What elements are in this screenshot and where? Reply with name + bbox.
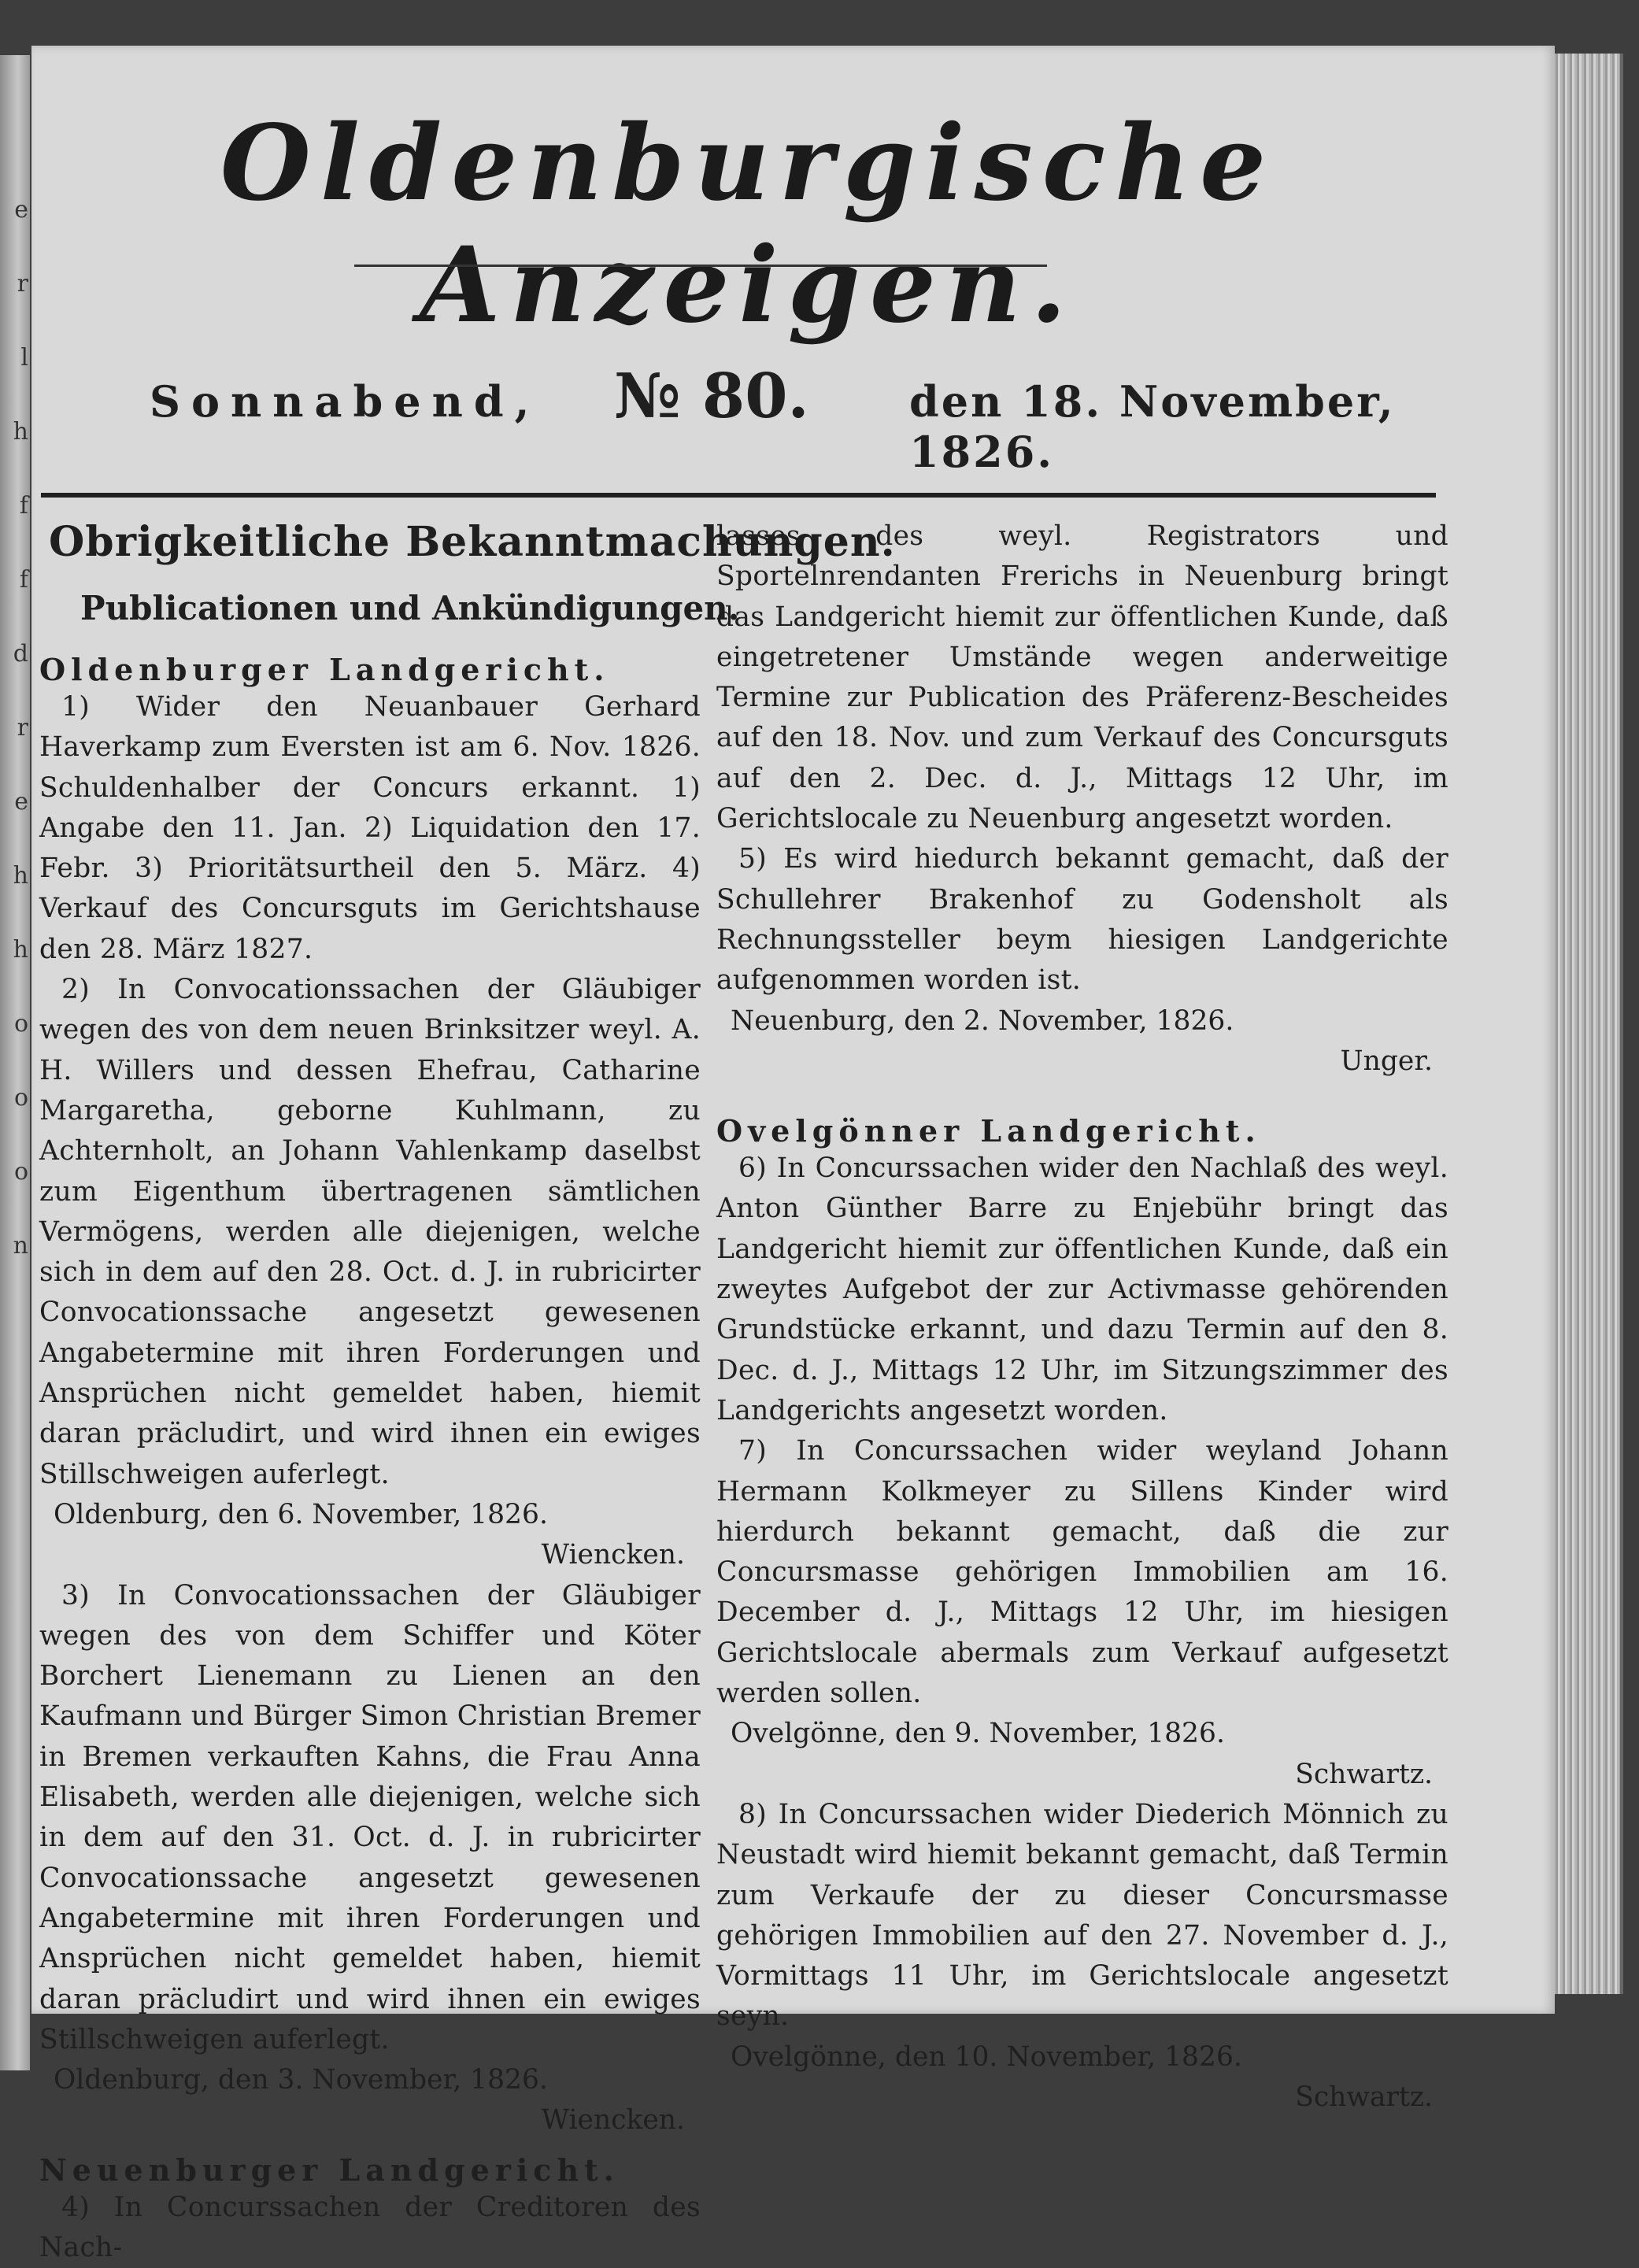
notice-2: 2) In Convocationssachen der Gläubiger wegen des von dem neuen Brinksitzer weyl. A. H. Willers und dessen Ehefrau, Catharine Margaretha, geborne Kuhlmann, zu Achternholt, an Johann Vahlenkamp daselbst zum Eigenthum übertragenen sämtlichen Vermögens, werden alle diejenigen, welche sich in dem auf den 28. Oct. d. J. in rubricirter Convocationssache angesetzt gewesenen Angabetermine mit ihren Forderungen und Ansprüchen nicht gemeldet haben, hiemit daran präcludirt, und wird ihnen ein ewiges Stillschweigen auferlegt. bbox=[39, 974, 701, 1490]
left-margin-letter: f bbox=[19, 566, 28, 594]
left-margin-letter: e bbox=[14, 788, 28, 816]
left-column bbox=[39, 652, 701, 2268]
left-margin-letter: r bbox=[17, 270, 28, 298]
left-margin-letter: d bbox=[13, 640, 28, 668]
notice-3-signature: Wiencken. bbox=[541, 2104, 685, 2137]
left-margin-letter: l bbox=[20, 344, 28, 372]
left-margin-letter: r bbox=[17, 714, 28, 742]
notice-5: 5) Es wird hiedurch bekannt gemacht, daß der Schullehrer Brakenhof zu Godensholt als Rechnungssteller beym hiesigen Landgerichte aufgenommen worden ist. bbox=[716, 843, 1448, 997]
section-heading: Obrigkeitliche Bekanntmachungen. bbox=[49, 518, 896, 566]
left-margin-letter: o bbox=[13, 1084, 28, 1112]
court-heading-neuenburg: Neuenburger Landgericht. bbox=[39, 2151, 620, 2188]
section-subheading: Publicationen und Ankündigungen. bbox=[80, 589, 740, 627]
left-margin-letter: o bbox=[13, 1010, 28, 1038]
left-margin-letter: n bbox=[13, 1232, 28, 1260]
left-margin-letter: e bbox=[14, 196, 28, 224]
issue-number: № 80. bbox=[614, 361, 809, 432]
notice-4-start: 4) In Concurssachen der Creditoren des Nach- bbox=[39, 2191, 701, 2263]
notice-8-place: Ovelgönne, den 10. November, 1826. bbox=[731, 2040, 1242, 2073]
left-margin-letter: f bbox=[19, 492, 28, 520]
left-margin-letter: o bbox=[13, 1158, 28, 1186]
dateline-date: den 18. November, 1826. bbox=[909, 376, 1396, 477]
notice-5-place: Neuenburg, den 2. November, 1826. bbox=[731, 1005, 1234, 1037]
masthead-rule bbox=[354, 265, 1047, 267]
court-heading-ovelgoenne: Ovelgönner Landgericht. bbox=[716, 1113, 1261, 1149]
left-margin-letter: h bbox=[13, 936, 28, 964]
court-heading-oldenburg: Oldenburger Landgericht. bbox=[39, 652, 610, 687]
notice-7-place: Ovelgönne, den 9. November, 1826. bbox=[731, 1718, 1225, 1750]
left-margin-letter: h bbox=[13, 862, 28, 890]
notice-7-signature: Schwartz. bbox=[1295, 1758, 1433, 1790]
left-margin-letter: h bbox=[13, 418, 28, 446]
dateline bbox=[31, 361, 1448, 477]
masthead-title: Oldenburgische Anzeigen. bbox=[220, 102, 1276, 346]
notice-6: 6) In Concurssachen wider den Nachlaß des weyl. Anton Günther Barre zu Enjebühr bringt das Landgericht hiemit zur öffentlichen Kunde, daß ein zweytes Aufgebot der zur Activmasse gehörenden Grundstücke erkannt, und dazu Termin auf den 8. Dec. d. J., Mittags 12 Uhr, im Sitzungszimmer des Landgerichts angesetzt worden. bbox=[716, 1152, 1448, 1426]
left-page-edge bbox=[0, 55, 30, 2070]
notice-1: 1) Wider den Neuanbauer Gerhard Haverkamp zum Eversten ist am 6. Nov. 1826. Schuldenhalber der Concurs erkannt. 1) Angabe den 11. Jan. 2) Liquidation den 17. Febr. 3) Prioritätsurtheil den 5. März. 4) Verkauf des Concursguts im Gerichtshause den 28. März 1827. bbox=[39, 691, 701, 965]
notice-2-signature: Wiencken. bbox=[541, 1539, 685, 1571]
notice-3: 3) In Convocationssachen der Gläubiger wegen des von dem Schiffer und Köter Borchert Lienemann zu Lienen an den Kaufmann und Bürger Simon Christian Bremer in Bremen verkauften Kahns, die Frau Anna Elisabeth, werden alle diejenigen, welche sich in dem auf den 31. Oct. d. J. in rubricirter Convocationssache angesetzt gewesenen Angabetermine mit ihren Forderungen und Ansprüchen nicht gemeldet haben, hiemit daran präcludirt und wird ihnen ein ewiges Stillschweigen auferlegt. bbox=[39, 1579, 701, 2055]
dateline-weekday: Sonnabend, bbox=[150, 376, 541, 427]
notice-8-signature: Schwartz. bbox=[1295, 2081, 1433, 2113]
right-column bbox=[716, 516, 1448, 2118]
left-page-margin-letters bbox=[2, 173, 28, 1283]
notice-4-continuation: lasses des weyl. Registrators und Sportelnrendanten Frerichs in Neuenburg bringt das Landgericht hiemit zur öffentlichen Kunde, daß eingetretener Umstände wegen anderweitige Termine zur Publication des Präferenz-Bescheides auf den 18. Nov. und zum Verkauf des Concursguts auf den 2. Dec. d. J., Mittags 12 Uhr, im Gerichtslocale zu Neuenburg angesetzt worden. bbox=[716, 520, 1448, 835]
notice-2-place: Oldenburg, den 6. November, 1826. bbox=[54, 1498, 548, 1530]
newspaper-page bbox=[31, 46, 1555, 2263]
notice-3-place: Oldenburg, den 3. November, 1826. bbox=[54, 2064, 548, 2096]
notice-5-signature: Unger. bbox=[1340, 1045, 1433, 1077]
dateline-rule bbox=[41, 493, 1436, 498]
notice-7: 7) In Concurssachen wider weyland Johann Hermann Kolkmeyer zu Sillens Kinder wird hierdurch bekannt gemacht, daß die zur Concursmasse gehörigen Immobilien am 16. December d. J., Mittags 12 Uhr, im hiesigen Gerichtslocale abermals zum Verkauf aufgesetzt werden sollen. bbox=[716, 1435, 1448, 1710]
notice-8: 8) In Concurssachen wider Diederich Mönnich zu Neustadt wird hiemit bekannt gemacht, daß Termin zum Verkaufe der zu dieser Concursmasse gehörigen Immobilien auf den 27. November d. J., Vormittags 11 Uhr, im Gerichtslocale angesetzt seyn. bbox=[716, 1798, 1448, 2033]
